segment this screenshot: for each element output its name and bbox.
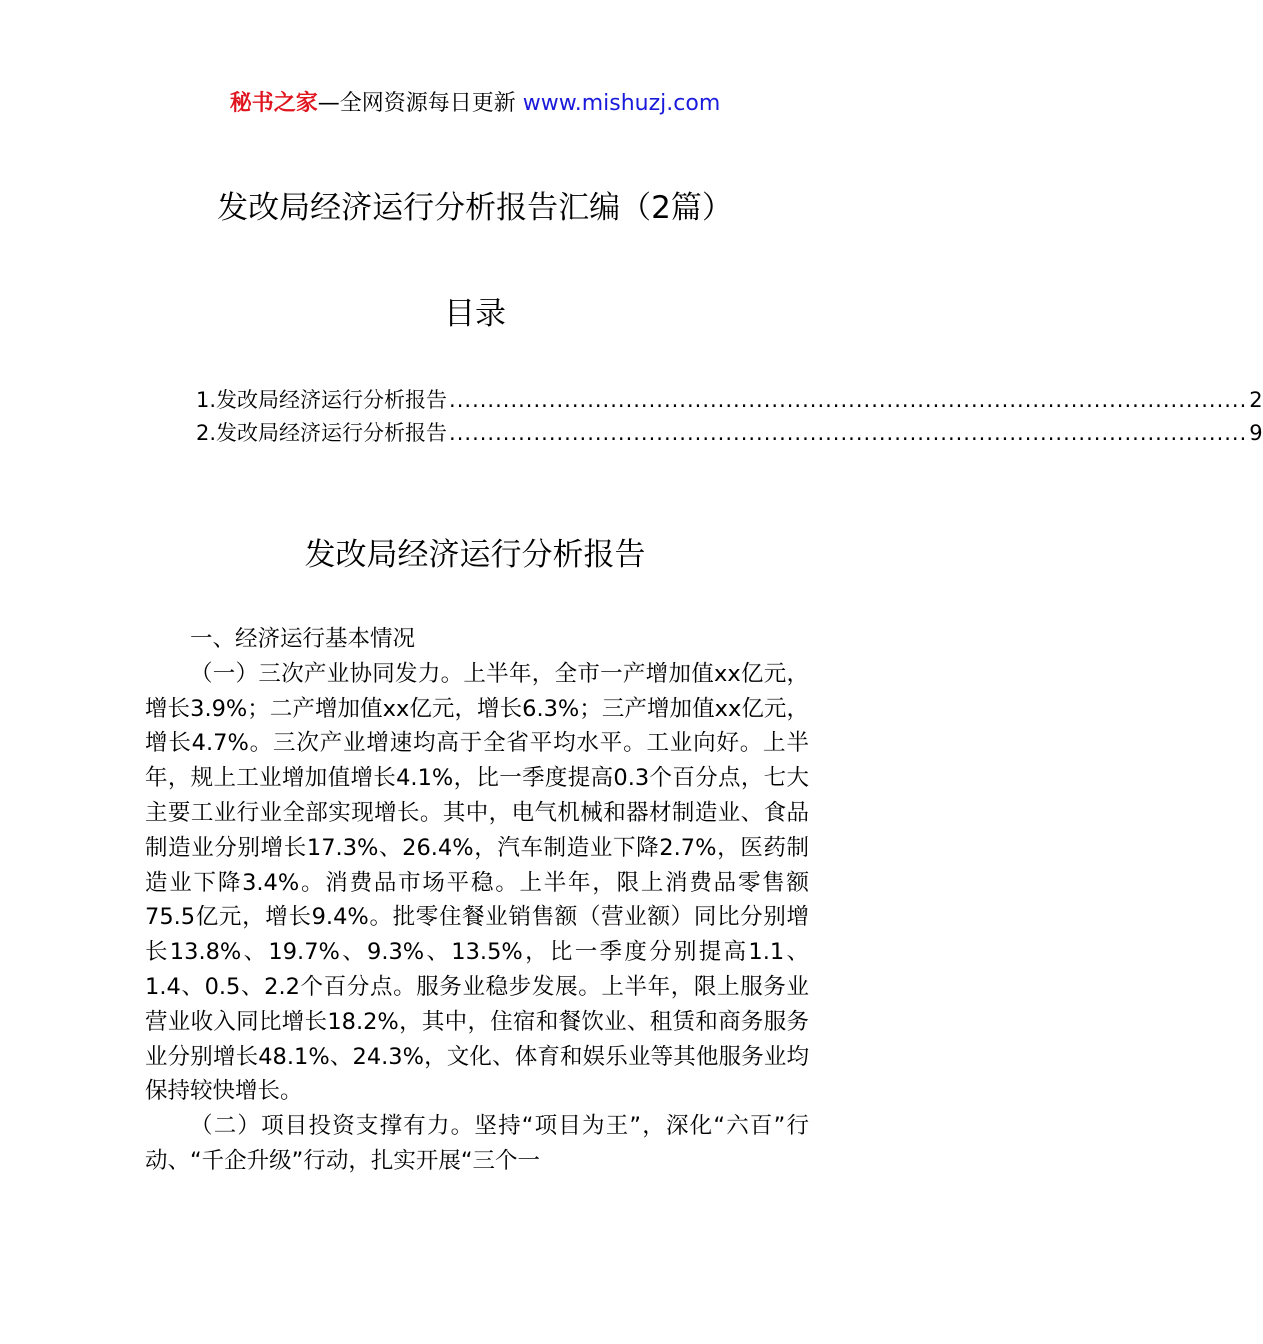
paragraph: （二）项目投资支撑有力。坚持“项目为王”，深化“六百”行动、“千企升级”行动，扎实开展“三个一 (145, 1113, 809, 1174)
brand-name: 秘书之家 (229, 91, 318, 116)
section-title: 发改局经济运行分析报告 (304, 537, 646, 573)
paragraph: （一）三次产业协同发力。上半年，全市一产增加值xx亿元，增长3.9%；二产增加值xx亿元，增长6.3%；三产增加值xx亿元，增长4.7%。三次产业增速均高于全省平均水平。工业向好。上半年，规上工业增加值增长4.1%，比一季度提高0.3个百分点，七大主要工业行业全部实现增长。其中，电气机械和器材制造业、食品制造业分别增长17.3%、26.4%，汽车制造业下降2.7%，医药制造业下降3.4%。消费品市场平稳。上半年，限上消费品零售额75.5亿元，增长9.4%。批零住餐业销售额（营业额）同比分别增长13.8%、19.7%、9.3%、13.5%，比一季度分别提高1.1、1.4、0.5、2.2个百分点。服务业稳步发展。上半年，限上服务业营业收入同比增长18.2%，其中，住宿和餐饮业、租赁和商务服务业分别增长48.1%、24.3%，文化、体育和娱乐业等其他服务业均保持较快增长。 (145, 660, 809, 1105)
document-title: 发改局经济运行分析报告汇编（2篇） (217, 190, 733, 226)
toc-entry-label: 1.发改局经济运行分析报告 (196, 388, 448, 412)
toc-leader-dots: ........................................................................................................ (449, 388, 1248, 412)
table-of-contents (196, 384, 1263, 450)
site-banner (0, 88, 950, 120)
toc-leader-dots: ........................................................................................................ (449, 421, 1248, 445)
body-text (145, 622, 809, 1179)
section-heading: 一、经济运行基本情况 (190, 626, 416, 652)
toc-page-number: 2 (1249, 388, 1263, 412)
toc-heading: 目录 (444, 296, 506, 332)
toc-entry-1[interactable] (196, 384, 1263, 417)
toc-entry-2[interactable] (196, 417, 1263, 450)
banner-tagline: —全网资源每日更新 (317, 91, 516, 116)
toc-page-number: 9 (1249, 421, 1263, 445)
site-url-link[interactable]: www.mishuzj.com (522, 91, 721, 116)
toc-entry-label: 2.发改局经济运行分析报告 (196, 421, 448, 445)
